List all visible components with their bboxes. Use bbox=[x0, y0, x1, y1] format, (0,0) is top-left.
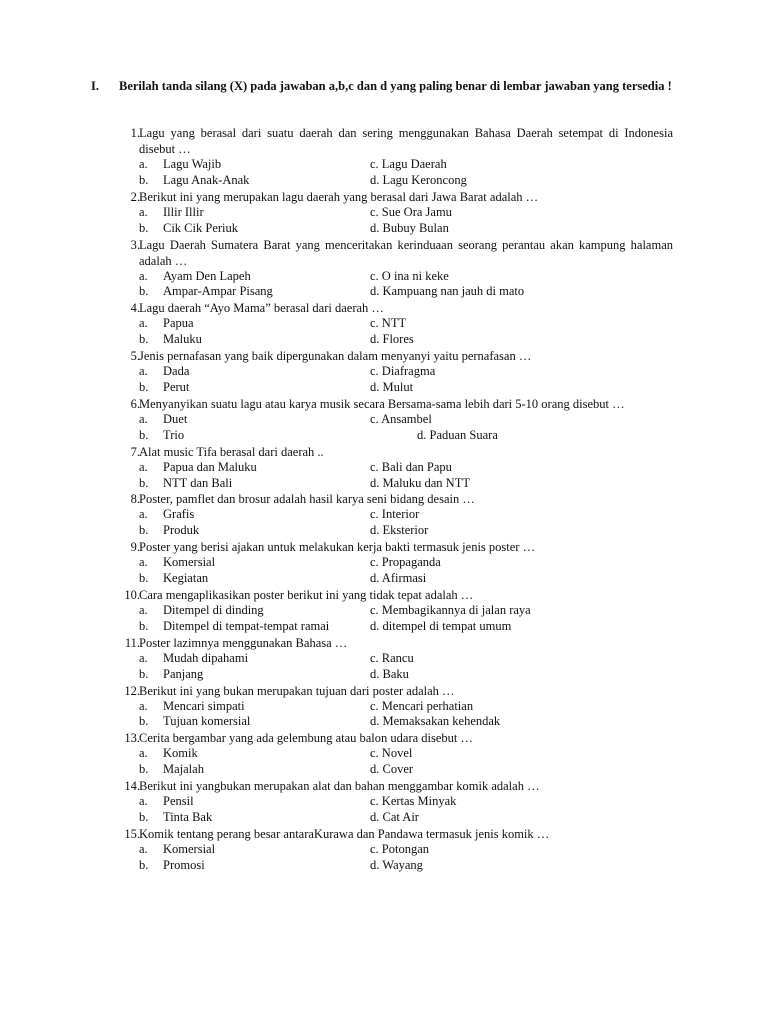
option-b-letter: b. bbox=[139, 714, 149, 729]
option-b: Perut bbox=[163, 380, 190, 395]
option-row bbox=[139, 269, 677, 285]
option-row bbox=[139, 571, 677, 587]
option-row bbox=[139, 842, 677, 858]
answer-options bbox=[139, 842, 677, 874]
option-c: c. O ina ni keke bbox=[370, 268, 449, 283]
question-text: Lagu daerah “Ayo Mama” berasal dari daerah … bbox=[139, 301, 384, 316]
answer-options bbox=[139, 699, 677, 731]
answer-options bbox=[139, 412, 677, 444]
question-number: 6. bbox=[130, 396, 140, 411]
option-row bbox=[139, 619, 677, 635]
option-a: Ayam Den Lapeh bbox=[163, 268, 251, 283]
option-d: d. Afirmasi bbox=[370, 571, 427, 586]
option-b-letter: b. bbox=[139, 172, 149, 187]
option-b: Tujuan komersial bbox=[163, 714, 251, 729]
option-row bbox=[139, 364, 677, 380]
option-c: c. Diafragma bbox=[370, 364, 436, 379]
option-b-letter: b. bbox=[139, 666, 149, 681]
section-number: I. bbox=[91, 79, 99, 93]
question-item bbox=[112, 826, 677, 874]
option-d: d. Lagu Keroncong bbox=[370, 172, 467, 187]
option-b-letter: b. bbox=[139, 380, 149, 395]
question-item bbox=[112, 396, 677, 444]
option-row bbox=[139, 603, 677, 619]
question-item bbox=[112, 730, 677, 778]
answer-options bbox=[139, 364, 677, 396]
option-a-letter: a. bbox=[139, 459, 148, 474]
option-c: c. Lagu Daerah bbox=[370, 157, 447, 171]
option-row bbox=[139, 794, 677, 810]
question-text: Alat music Tifa berasal dari daerah .. bbox=[139, 444, 324, 459]
question-text: Cara mengaplikasikan poster berikut ini yang tidak tepat adalah … bbox=[139, 588, 474, 603]
option-c: c. Membagikannya di jalan raya bbox=[370, 603, 531, 618]
option-row bbox=[139, 284, 677, 300]
option-a-letter: a. bbox=[139, 650, 148, 665]
question-number: 7. bbox=[130, 444, 140, 459]
option-a-letter: a. bbox=[139, 411, 148, 426]
question-item bbox=[112, 348, 677, 396]
option-c: c. Rancu bbox=[370, 650, 414, 665]
option-a: Komersial bbox=[163, 555, 216, 570]
option-a-letter: a. bbox=[139, 204, 148, 219]
option-d: d. Cat Air bbox=[370, 810, 419, 825]
option-row bbox=[139, 380, 677, 396]
option-b: Lagu Anak-Anak bbox=[163, 172, 250, 187]
option-row bbox=[139, 555, 677, 571]
option-b: Trio bbox=[163, 427, 185, 442]
question-text: Jenis pernafasan yang baik dipergunakan dalam menyanyi yaitu pernafasan … bbox=[139, 349, 532, 364]
option-b-letter: b. bbox=[139, 810, 149, 825]
question-item bbox=[112, 491, 677, 539]
option-row bbox=[139, 746, 677, 762]
option-c: c. Potongan bbox=[370, 841, 430, 856]
answer-options bbox=[139, 794, 677, 826]
option-b-letter: b. bbox=[139, 523, 149, 538]
option-row bbox=[139, 460, 677, 476]
option-row bbox=[139, 523, 677, 539]
option-a-letter: a. bbox=[139, 698, 148, 713]
option-b: Promosi bbox=[163, 857, 205, 872]
question-item bbox=[112, 635, 677, 683]
option-b: Cik Cik Periuk bbox=[163, 220, 239, 235]
answer-options bbox=[139, 157, 677, 189]
option-row bbox=[139, 316, 677, 332]
option-row bbox=[139, 173, 677, 189]
option-a: Mencari simpati bbox=[163, 698, 245, 713]
question-number: 10. bbox=[124, 588, 140, 603]
option-a: Grafis bbox=[163, 507, 195, 522]
option-b-letter: b. bbox=[139, 475, 149, 490]
option-row bbox=[139, 651, 677, 667]
option-d: d. Memaksakan kehendak bbox=[370, 714, 501, 729]
question-number: 14. bbox=[124, 779, 140, 794]
option-b-letter: b. bbox=[139, 220, 149, 235]
question-number: 5. bbox=[130, 349, 140, 364]
option-d: d. Cover bbox=[370, 762, 414, 777]
question-item bbox=[112, 778, 677, 826]
option-a-letter: a. bbox=[139, 746, 148, 761]
option-c: c. Kertas Minyak bbox=[370, 794, 457, 809]
option-b: Ditempel di tempat-tempat ramai bbox=[163, 618, 330, 633]
question-item bbox=[112, 587, 677, 635]
question-text: Poster yang berisi ajakan untuk melakukan kerja bakti termasuk jenis poster … bbox=[139, 540, 536, 555]
question-text: Cerita bergambar yang ada gelembung atau balon udara disebut … bbox=[139, 731, 474, 746]
option-row bbox=[139, 699, 677, 715]
option-row bbox=[139, 714, 677, 730]
question-item bbox=[112, 189, 677, 237]
option-b-letter: b. bbox=[139, 427, 149, 442]
answer-options bbox=[139, 460, 677, 492]
option-row bbox=[139, 332, 677, 348]
option-row bbox=[139, 858, 677, 874]
question-text: Poster, pamflet dan brosur adalah hasil karya seni bidang desain … bbox=[139, 492, 475, 507]
option-row bbox=[139, 157, 677, 173]
option-a-letter: a. bbox=[139, 316, 148, 331]
question-text: Lagu Daerah Sumatera Barat yang menceritakan kerinduaan seorang perantau akan kampung halaman adalah … bbox=[139, 237, 673, 268]
option-b-letter: b. bbox=[139, 762, 149, 777]
option-d: d. ditempel di tempat umum bbox=[370, 618, 512, 633]
option-a-letter: a. bbox=[139, 157, 148, 171]
answer-options bbox=[139, 746, 677, 778]
question-number: 1. bbox=[130, 126, 140, 140]
option-b-letter: b. bbox=[139, 571, 149, 586]
question-number: 12. bbox=[124, 683, 140, 698]
option-row bbox=[139, 412, 677, 428]
answer-options bbox=[139, 603, 677, 635]
option-d: d. Baku bbox=[370, 666, 409, 681]
option-c: c. NTT bbox=[370, 316, 407, 331]
option-a: Komik bbox=[163, 746, 198, 761]
question-number: 4. bbox=[130, 301, 140, 316]
option-a-letter: a. bbox=[139, 555, 148, 570]
question-number: 13. bbox=[124, 731, 140, 746]
option-c: c. Interior bbox=[370, 507, 420, 522]
question-item bbox=[112, 300, 677, 348]
option-c: c. Propaganda bbox=[370, 555, 441, 570]
option-a: Pensil bbox=[163, 794, 194, 809]
question-item bbox=[112, 539, 677, 587]
section-instruction: Berilah tanda silang (X) pada jawaban a,b,c dan d yang paling benar di lembar jawaban yang tersedia ! bbox=[119, 79, 672, 93]
option-a-letter: a. bbox=[139, 603, 148, 618]
option-d: d. Flores bbox=[370, 332, 414, 347]
option-c: c. Ansambel bbox=[370, 411, 432, 426]
option-c: c. Mencari perhatian bbox=[370, 698, 474, 713]
option-a-letter: a. bbox=[139, 364, 148, 379]
answer-options bbox=[139, 316, 677, 348]
option-a: Mudah dipahami bbox=[163, 650, 249, 665]
question-number: 9. bbox=[130, 540, 140, 555]
answer-options bbox=[139, 651, 677, 683]
option-a: Dada bbox=[163, 364, 190, 379]
option-a-letter: a. bbox=[139, 794, 148, 809]
question-list bbox=[112, 125, 677, 874]
answer-options bbox=[139, 205, 677, 237]
option-a: Duet bbox=[163, 411, 188, 426]
option-d: d. Paduan Suara bbox=[417, 427, 498, 442]
option-row bbox=[139, 221, 677, 237]
option-b-letter: b. bbox=[139, 332, 149, 347]
option-row bbox=[139, 428, 677, 444]
option-a: Lagu Wajib bbox=[163, 157, 222, 171]
option-row bbox=[139, 507, 677, 523]
option-d: d. Wayang bbox=[370, 857, 423, 872]
option-b: Majalah bbox=[163, 762, 204, 777]
option-c: c. Novel bbox=[370, 746, 413, 761]
question-text: Lagu yang berasal dari suatu daerah dan sering menggunakan Bahasa Daerah setempat di Indonesia disebut … bbox=[139, 126, 673, 156]
option-d: d. Eksterior bbox=[370, 523, 429, 538]
option-b: Kegiatan bbox=[163, 571, 209, 586]
question-number: 2. bbox=[130, 189, 140, 204]
option-b: Panjang bbox=[163, 666, 204, 681]
question-item bbox=[112, 683, 677, 731]
question-item bbox=[112, 237, 677, 301]
question-text: Menyanyikan suatu lagu atau karya musik secara Bersama-sama lebih dari 5-10 orang disebut … bbox=[139, 396, 625, 411]
question-number: 3. bbox=[130, 237, 140, 252]
option-b-letter: b. bbox=[139, 857, 149, 872]
question-text: Berikut ini yang merupakan lagu daerah yang berasal dari Jawa Barat adalah … bbox=[139, 189, 539, 204]
option-d: d. Maluku dan NTT bbox=[370, 475, 470, 490]
option-d: d. Bubuy Bulan bbox=[370, 220, 449, 235]
question-item bbox=[112, 125, 677, 189]
option-b: NTT dan Bali bbox=[163, 475, 233, 490]
question-text: Komik tentang perang besar antaraKurawa dan Pandawa termasuk jenis komik … bbox=[139, 826, 550, 841]
question-item bbox=[112, 444, 677, 492]
option-a: Ditempel di dinding bbox=[163, 603, 264, 618]
option-a: Papua dan Maluku bbox=[163, 459, 257, 474]
option-row bbox=[139, 476, 677, 492]
option-a-letter: a. bbox=[139, 268, 148, 283]
option-c: c. Sue Ora Jamu bbox=[370, 204, 452, 219]
option-c: c. Bali dan Papu bbox=[370, 459, 452, 474]
option-row bbox=[139, 205, 677, 221]
option-b-letter: b. bbox=[139, 618, 149, 633]
answer-options bbox=[139, 269, 677, 301]
option-b-letter: b. bbox=[139, 284, 149, 299]
question-text: Poster lazimnya menggunakan Bahasa … bbox=[139, 635, 348, 650]
question-number: 11. bbox=[124, 635, 140, 650]
option-d: d. Kampuang nan jauh di mato bbox=[370, 284, 525, 299]
question-number: 8. bbox=[130, 492, 140, 507]
option-b: Maluku bbox=[163, 332, 202, 347]
option-a-letter: a. bbox=[139, 841, 148, 856]
option-b: Tinta Bak bbox=[163, 810, 213, 825]
option-b: Ampar-Ampar Pisang bbox=[163, 284, 273, 299]
answer-options bbox=[139, 555, 677, 587]
option-row bbox=[139, 810, 677, 826]
answer-options bbox=[139, 507, 677, 539]
option-a-letter: a. bbox=[139, 507, 148, 522]
option-row bbox=[139, 762, 677, 778]
option-row bbox=[139, 667, 677, 683]
option-a: Komersial bbox=[163, 841, 216, 856]
question-number: 15. bbox=[124, 826, 140, 841]
option-d: d. Mulut bbox=[370, 380, 414, 395]
question-text: Berikut ini yang bukan merupakan tujuan dari poster adalah … bbox=[139, 683, 455, 698]
option-a: Papua bbox=[163, 316, 194, 331]
option-a: Illir Illir bbox=[163, 204, 204, 219]
option-b: Produk bbox=[163, 523, 200, 538]
question-text: Berikut ini yangbukan merupakan alat dan bahan menggambar komik adalah … bbox=[139, 779, 540, 794]
